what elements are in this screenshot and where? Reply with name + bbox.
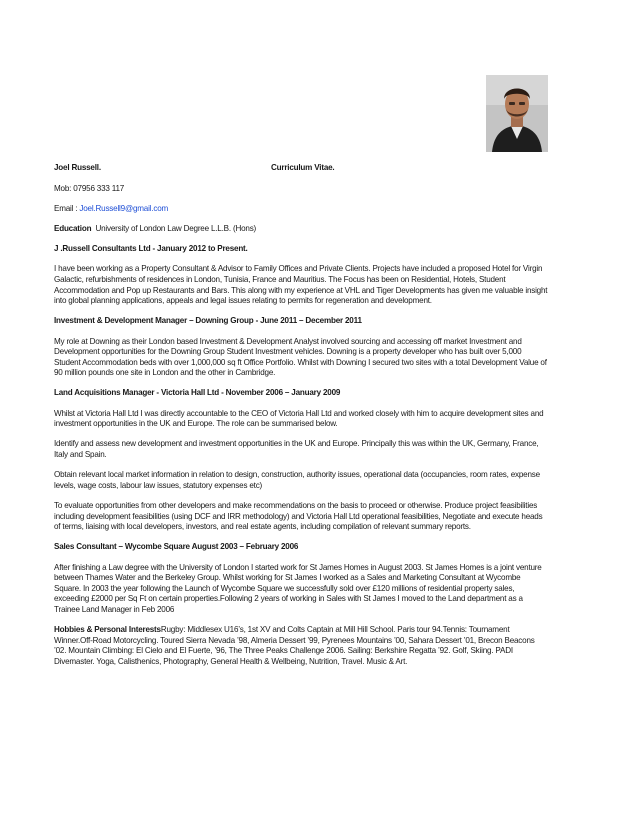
education-value: University of London Law Degree L.L.B. (Hons) xyxy=(95,223,257,233)
job-title: J .Russell Consultants Ltd - January 2012 to Present. xyxy=(54,244,248,254)
education-label: Education xyxy=(54,223,92,233)
email-line xyxy=(54,204,548,215)
job-description: Obtain relevant local market information in relation to design, construction, authority issues, operational data (occupancies, room rates, expense levels, wage costs, labour law issues, statutory expenses etc) xyxy=(54,470,540,490)
candidate-name: Joel Russell. xyxy=(54,163,101,172)
job-description: To evaluate opportunities from other developers and make recommendations on the basis to proceed or otherwise. Produce project feasibilities including development feasibilities (using DCF and IRR methodology) and Victoria Hall Ltd operational feasibilities, Negotiate and execute heads of terms, liaising with local developers, investors, and real estate agents, including compilation of relevant summary reports. xyxy=(54,501,543,532)
job-description: After finishing a Law degree with the University of London I started work for St James Homes in August 2003. St James Homes is a joint venture between Thames Water and the Berkeley Group. Whilst working for St James I worked as a Sales and Marketing Consultant at Wycombe Square. In 2003 the year following the Launch of Wycombe Square we successfully sold over £120 millions of residential property sales, exceeding £2000 per Sq Ft on certain properties.Following 2 years of working in Sales with St James I moved to the Land department as a Trainee Land Manager in Feb 2006 xyxy=(54,562,542,614)
job-description: My role at Downing as their London based Investment & Development Analyst involved sourcing and accessing off market Investment and Development opportunities for the Downing Group Student Investment vehicles. Downing is a property developer who has built over 5,000 Student Accommodation beds with over 1,000,000 sq ft Office Portfolio. Whilst with Downing I secured two sites with a total Development Value of 90 million pounds one site in London and the other in Cambridge. xyxy=(54,336,547,378)
job-title: Investment & Development Manager – Downing Group - June 2011 – December 2011 xyxy=(54,316,362,326)
job-description: Whilst at Victoria Hall Ltd I was directly accountable to the CEO of Victoria Hall Ltd and worked closely with him to acquire development sites and investment opportunities in the UK and Europe. The role can be summarised below. xyxy=(54,408,544,429)
header-row xyxy=(54,163,548,174)
job-description: I have been working as a Property Consultant & Advisor to Family Offices and Private Clients. Projects have included a proposed Hotel for Virgin Galactic, refurbishments of residences in London, Tunisia, France and Mauritius. The Focus has been on Residential, Hotels, Student Accommodation and Pop up Restaurants and Bars. This along with my experience at VHL and Tiger Developments has given me valuable insight into global planning applications, appeals and legal issues relating to permits for regeneration and development. xyxy=(54,264,548,306)
mobile-number: Mob: 07956 333 117 xyxy=(54,183,125,193)
job-title: Land Acquisitions Manager - Victoria Hall Ltd - November 2006 – January 2009 xyxy=(54,388,341,398)
profile-photo xyxy=(486,75,548,152)
document-title: Curriculum Vitae. xyxy=(271,163,335,172)
email-link[interactable]: Joel.Russell9@gmail.com xyxy=(79,203,169,213)
hobbies-label: Hobbies & Personal Interests xyxy=(54,625,161,635)
job-title: Sales Consultant – Wycombe Square August 2003 – February 2006 xyxy=(54,542,299,552)
education-line xyxy=(54,224,548,235)
cv-content xyxy=(54,163,548,668)
job-description: Identify and assess new development and investment opportunities in the UK and Europe. Principally this was within the UK, Germany, France, Italy and Spain. xyxy=(54,439,539,460)
hobbies-text: Rugby: Middlesex U16’s, 1st XV and Colts Captain at Mill Hill School. Paris tour 94.Tennis: Tournament Winner.Off-Road Motorcycling. Toured Sierra Nevada ’98, Almeria Dessert ’99, Pyrenees Mountains ’00, Sahara Dessert ’01, Brecon Beacons ’02. Mountain Climbing: El Cielo and El Fuerte, ’96, The Three Peaks Challenge 2006. Sailing: Berkshire Regatta ’92. Golf, Skiing. PADI Divemaster. Yoga, Calisthenics, Photography, General Health & Wellbeing, Nutrition, Travel. Music & Art. xyxy=(54,625,535,666)
hobbies-section xyxy=(54,625,548,667)
email-label: Email : xyxy=(54,203,78,213)
